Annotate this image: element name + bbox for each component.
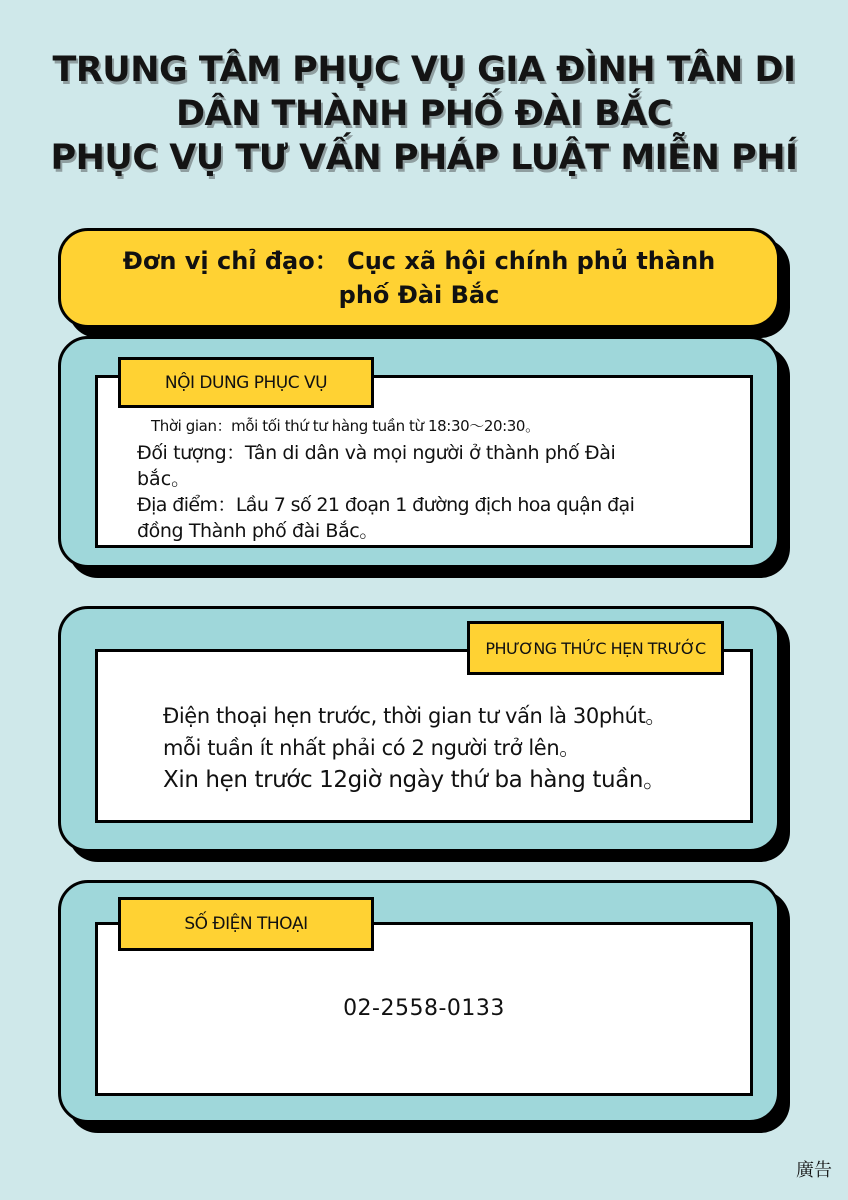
guide-panel [58, 228, 780, 328]
service-tab-label: NỘI DUNG PHỤC VỤ [164, 372, 328, 393]
service-target-line-1: Đối tượng：Tân di dân và mọi người ở thành phố Đài [137, 442, 616, 464]
phone-tab-label: SỐ ĐIỆN THOẠI [184, 914, 308, 934]
phone-number: 02-2558-0133 [343, 996, 505, 1021]
service-location-line-2: đồng Thành phố đài Bắc。 [137, 520, 378, 542]
title-line-2: DÂN THÀNH PHỐ ĐÀI BẮC [175, 94, 673, 134]
booking-tab-label: PHƯƠNG THỨC HẸN TRƯỚC [485, 638, 706, 658]
title-line-1: TRUNG TÂM PHỤC VỤ GIA ĐÌNH TÂN DI [52, 50, 796, 90]
service-time: Thời gian：mỗi tối thứ tư hàng tuần từ 18:30～20:30。 [151, 417, 540, 435]
booking-line-2: mỗi tuần ít nhất phải có 2 người trở lên。 [163, 736, 580, 760]
page-title [0, 48, 848, 180]
service-location-line-1: Địa điểm：Lầu 7 số 21 đoạn 1 đường địch hoa quận đại [137, 494, 635, 516]
service-target-line-2: bắc。 [137, 468, 191, 490]
booking-tab [467, 621, 724, 675]
guide-line-2: phố Đài Bắc [338, 281, 500, 309]
booking-line-3: Xin hẹn trước 12giờ ngày thứ ba hàng tuần。 [163, 767, 666, 793]
title-line-3: PHỤC VỤ TƯ VẤN PHÁP LUẬT MIỄN PHÍ [50, 138, 798, 178]
service-tab [118, 357, 374, 408]
phone-tab [118, 897, 374, 951]
guide-line-1: Đơn vị chỉ đạo： Cục xã hội chính phủ thành [122, 247, 716, 275]
ad-label: 廣告 [796, 1160, 832, 1181]
booking-line-1: Điện thoại hẹn trước, thời gian tư vấn là 30phút。 [163, 704, 667, 728]
